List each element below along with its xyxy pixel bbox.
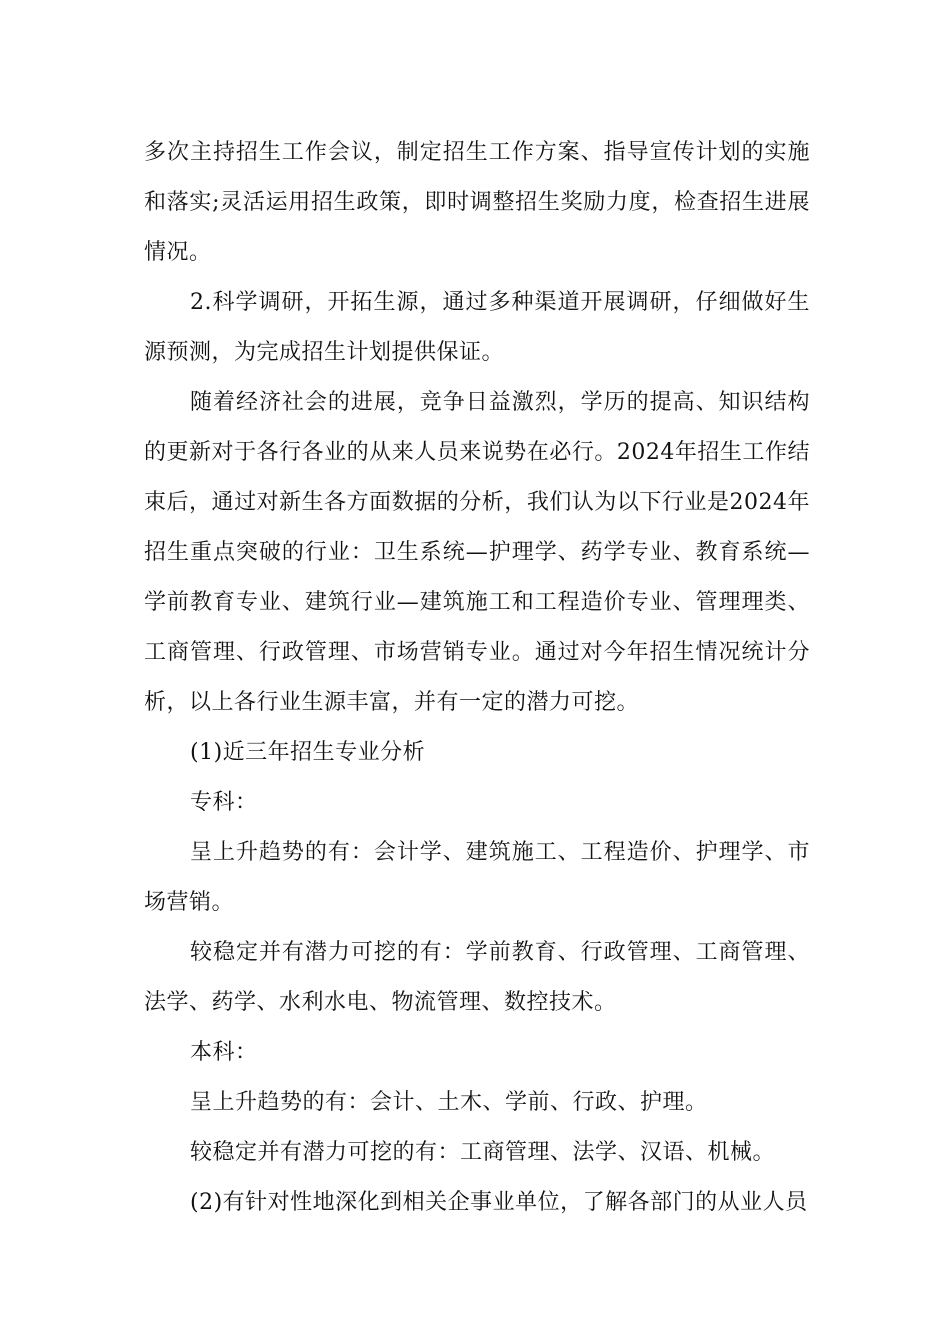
- paragraph-2: 2.科学调研，开拓生源，通过多种渠道开展调研，仔细做好生源预测，为完成招生计划提供保证。: [144, 290, 810, 365]
- paragraph-4-heading: (1)近三年招生专业分析: [190, 740, 426, 765]
- paragraph-9: 呈上升趋势的有：会计、土木、学前、行政、护理。: [190, 1090, 708, 1115]
- paragraph-8-subheading: 本科：: [190, 1040, 258, 1065]
- paragraph-5-subheading: 专科：: [190, 790, 258, 815]
- paragraph-3: 随着经济社会的进展，竞争日益激烈，学历的提高、知识结构的更新对于各行各业的从来人员来说势在必行。2024年招生工作结束后，通过对新生各方面数据的分析，我们认为以下行业是2024年招生重点突破的行业：卫生系统—护理学、药学专业、教育系统—学前教育专业、建筑行业—建筑施工和工程造价专业、管理理类、工商管理、行政管理、市场营销专业。通过对今年招生情况统计分析，以上各行业生源丰富，并有一定的潜力可挖。: [144, 390, 810, 715]
- paragraph-6: 呈上升趋势的有：会计学、建筑施工、工程造价、护理学、市场营销。: [144, 840, 810, 915]
- paragraph-1: 多次主持招生工作会议，制定招生工作方案、指导宣传计划的实施和落实;灵活运用招生政策，即时调整招生奖励力度，检查招生进展情况。: [144, 140, 810, 265]
- paragraph-10: 较稳定并有潜力可挖的有：工商管理、法学、汉语、机械。: [190, 1140, 776, 1165]
- paragraph-11: (2)有针对性地深化到相关企事业单位，了解各部门的从业人员: [190, 1190, 808, 1215]
- document-page: [144, 128, 810, 1228]
- paragraph-7: 较稳定并有潜力可挖的有：学前教育、行政管理、工商管理、法学、药学、水利水电、物流管理、数控技术。: [144, 940, 810, 1015]
